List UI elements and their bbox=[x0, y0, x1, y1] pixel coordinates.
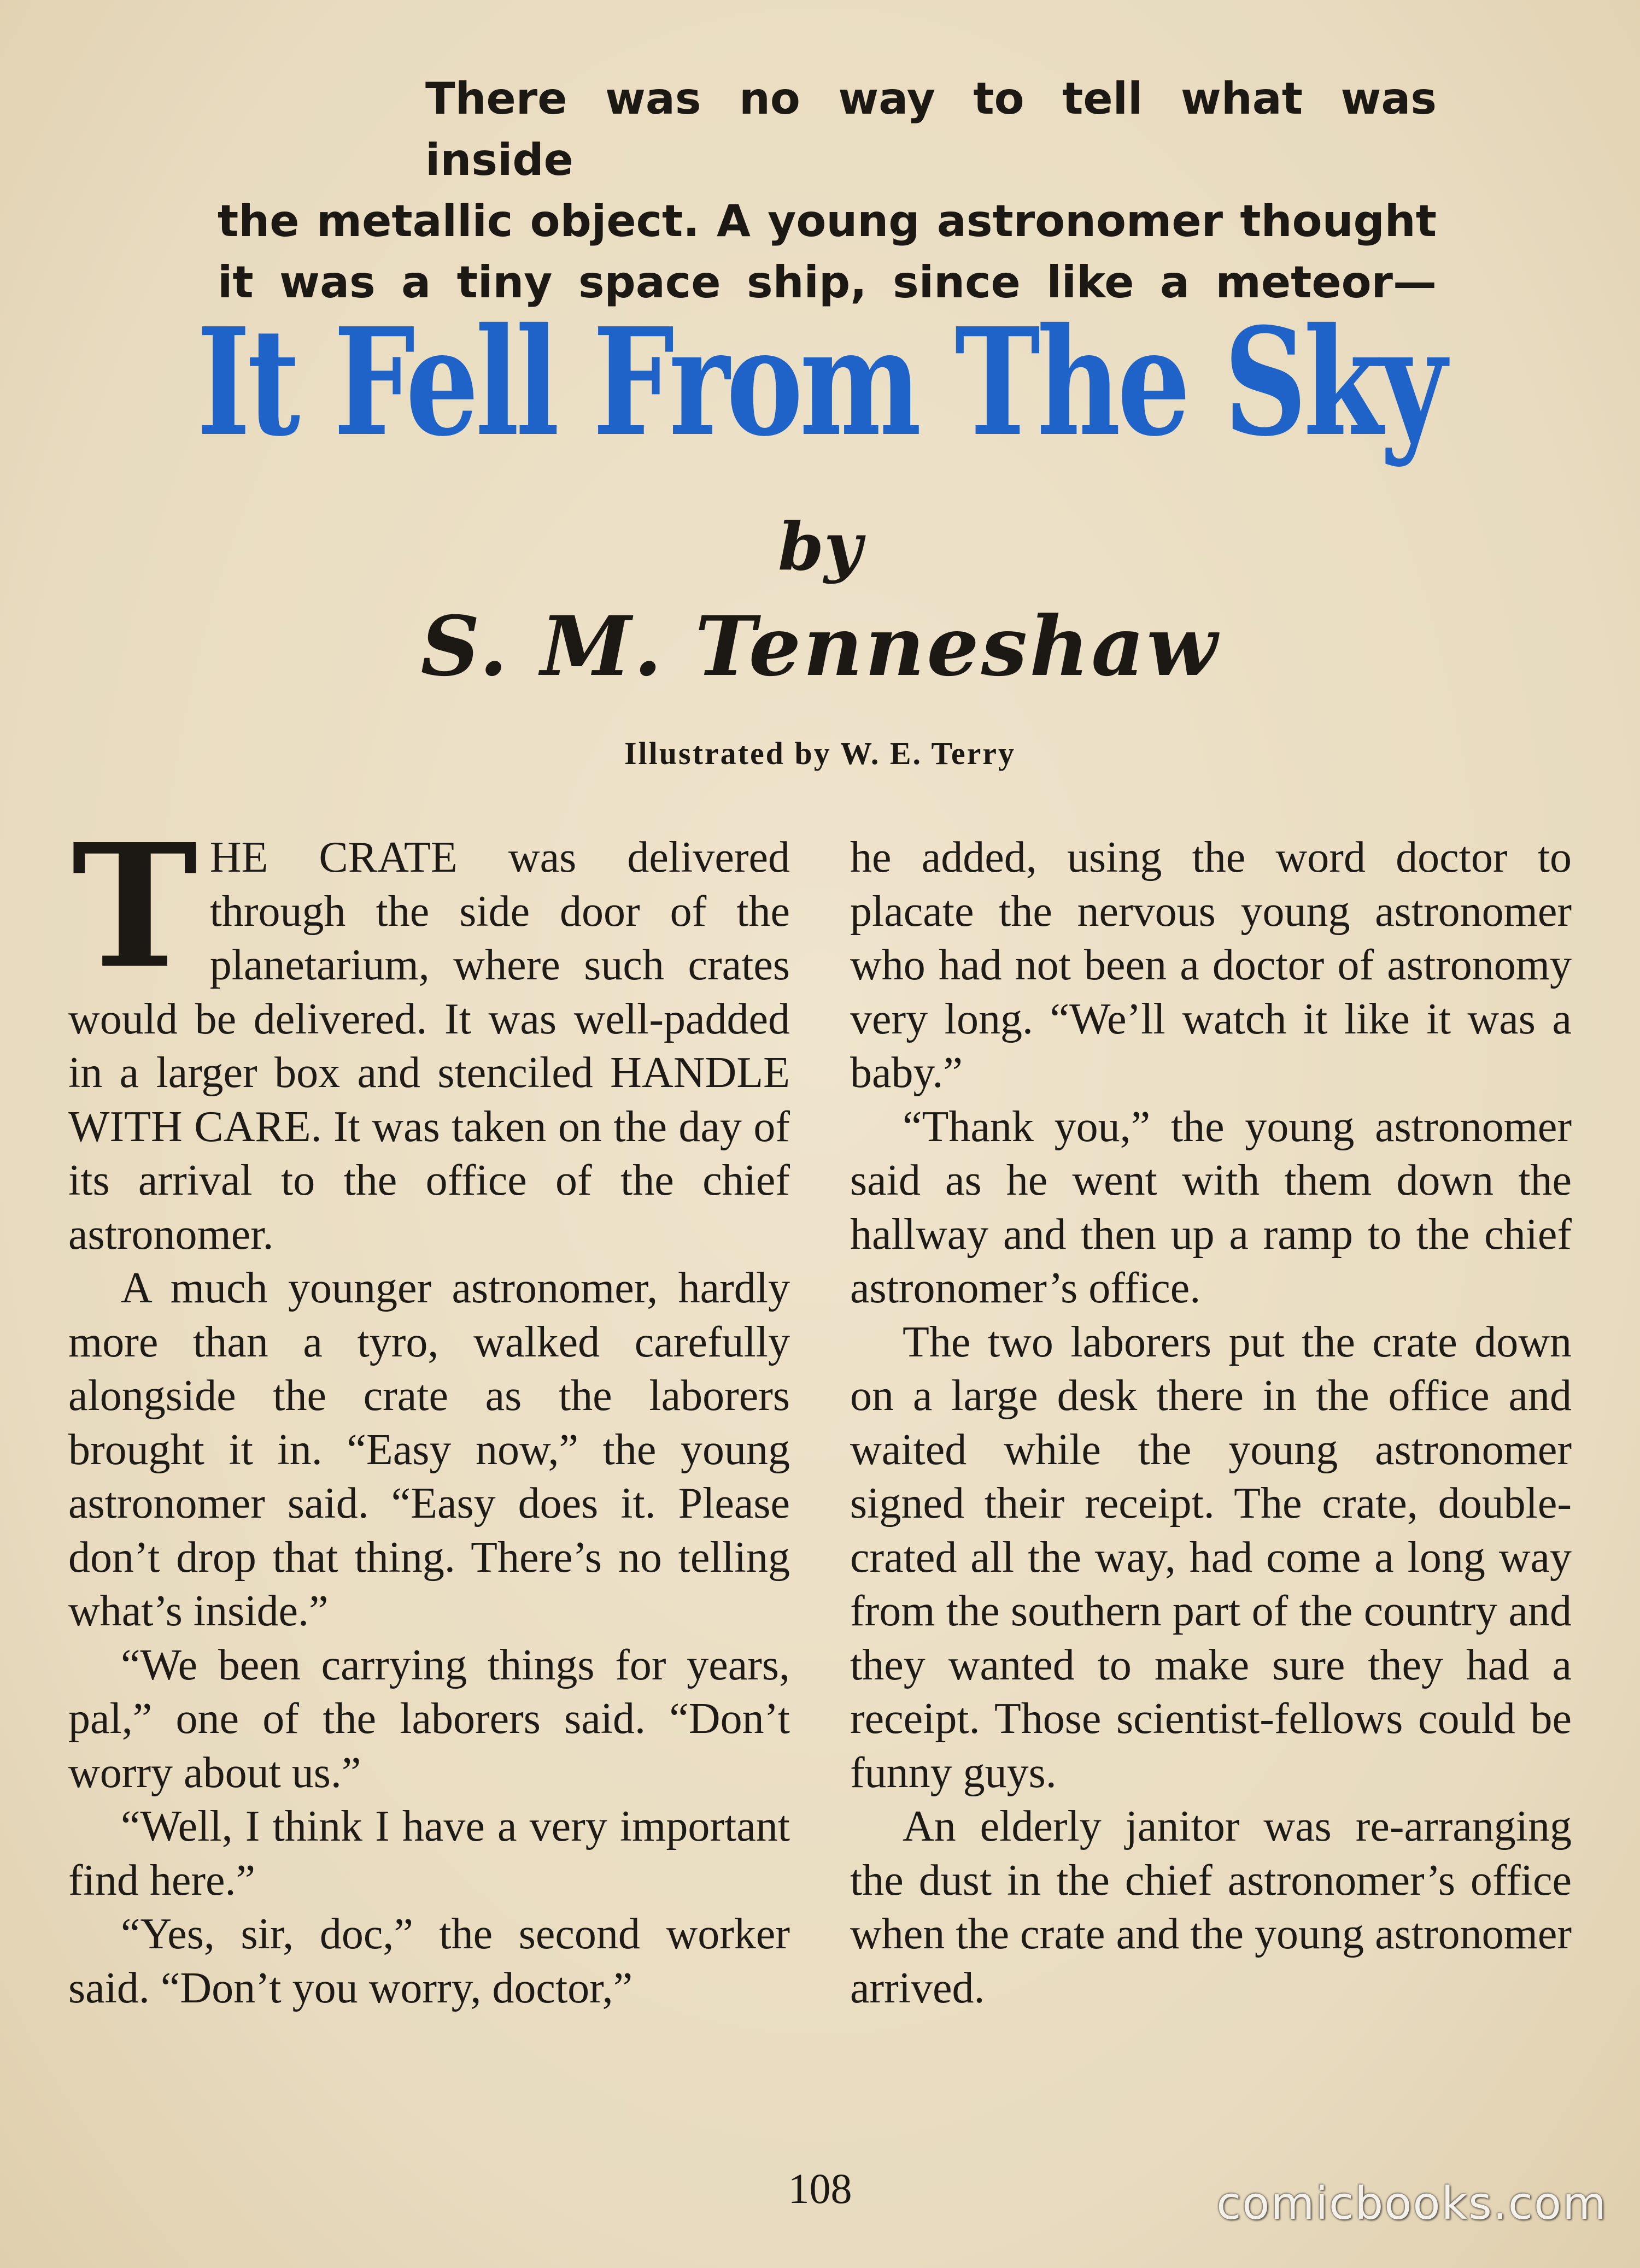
opening-paragraph bbox=[68, 807, 790, 1261]
page-number: 108 bbox=[788, 2165, 852, 2212]
site-watermark: comicbooks.com bbox=[1216, 2178, 1607, 2230]
story-blurb bbox=[218, 68, 1437, 313]
continued-paragraph: he added, using the word doctor to placate the nervous young astronomer who had not been a doctor of astronomy very long. “We’ll watch it like it was a baby.” bbox=[850, 833, 1572, 1097]
blurb-line: it was a tiny space ship, since like a meteor— bbox=[218, 257, 1437, 308]
paragraph: An elderly janitor was re-arranging the dust in the chief astronomer’s office when the crate and the young astronomer arrived. bbox=[850, 1802, 1572, 2012]
opening-paragraph-text: HE CRATE was delivered through the side door of the planetarium, where such crates would be delivered. It was well-padded in a larger box and stenciled HANDLE WITH CARE. It was taken on the day of its arrival to the office of the chief astronomer. bbox=[68, 833, 790, 1259]
blurb-line: the metallic object. A young astronomer thought bbox=[218, 196, 1437, 246]
paragraph: The two laborers put the crate down on a large desk there in the office and waited while the young astronomer signed their receipt. The crate, double-crated all the way, had come a long way from the southern part of the country and they wanted to make sure they had a receipt. Those scientist-fellows could be funny guys. bbox=[850, 1318, 1572, 1797]
paragraph: A much younger astronomer, hardly more than a tyro, walked carefully alongside the crate as the laborers brought it in. “Easy now,” the young astronomer said. “Easy does it. Please don’t drop that thing. There’s no telling what’s inside.” bbox=[68, 1264, 790, 1635]
drop-cap: T bbox=[72, 807, 198, 1006]
paragraph: “Thank you,” the young astronomer said as he went with them down the hallway and then up a ramp to the chief astronomer’s office. bbox=[850, 1102, 1572, 1312]
right-column bbox=[850, 831, 1572, 2015]
author-name: S. M. Tenneshaw bbox=[420, 598, 1220, 695]
paragraph: “We been carrying things for years, pal,” one of the laborers said. “Don’t worry about us.” bbox=[68, 1641, 790, 1797]
story-title: It Fell From The Sky bbox=[196, 295, 1444, 469]
paragraph: “Yes, sir, doc,” the second worker said. “Don’t you worry, doctor,” bbox=[68, 1910, 790, 2012]
blurb-line: There was no way to tell what was inside bbox=[425, 73, 1437, 185]
left-column bbox=[68, 807, 790, 2015]
byline-by: by bbox=[778, 508, 862, 585]
paragraph: “Well, I think I have a very important find here.” bbox=[68, 1802, 790, 1905]
illustrator-credit: Illustrated by W. E. Terry bbox=[624, 736, 1016, 771]
